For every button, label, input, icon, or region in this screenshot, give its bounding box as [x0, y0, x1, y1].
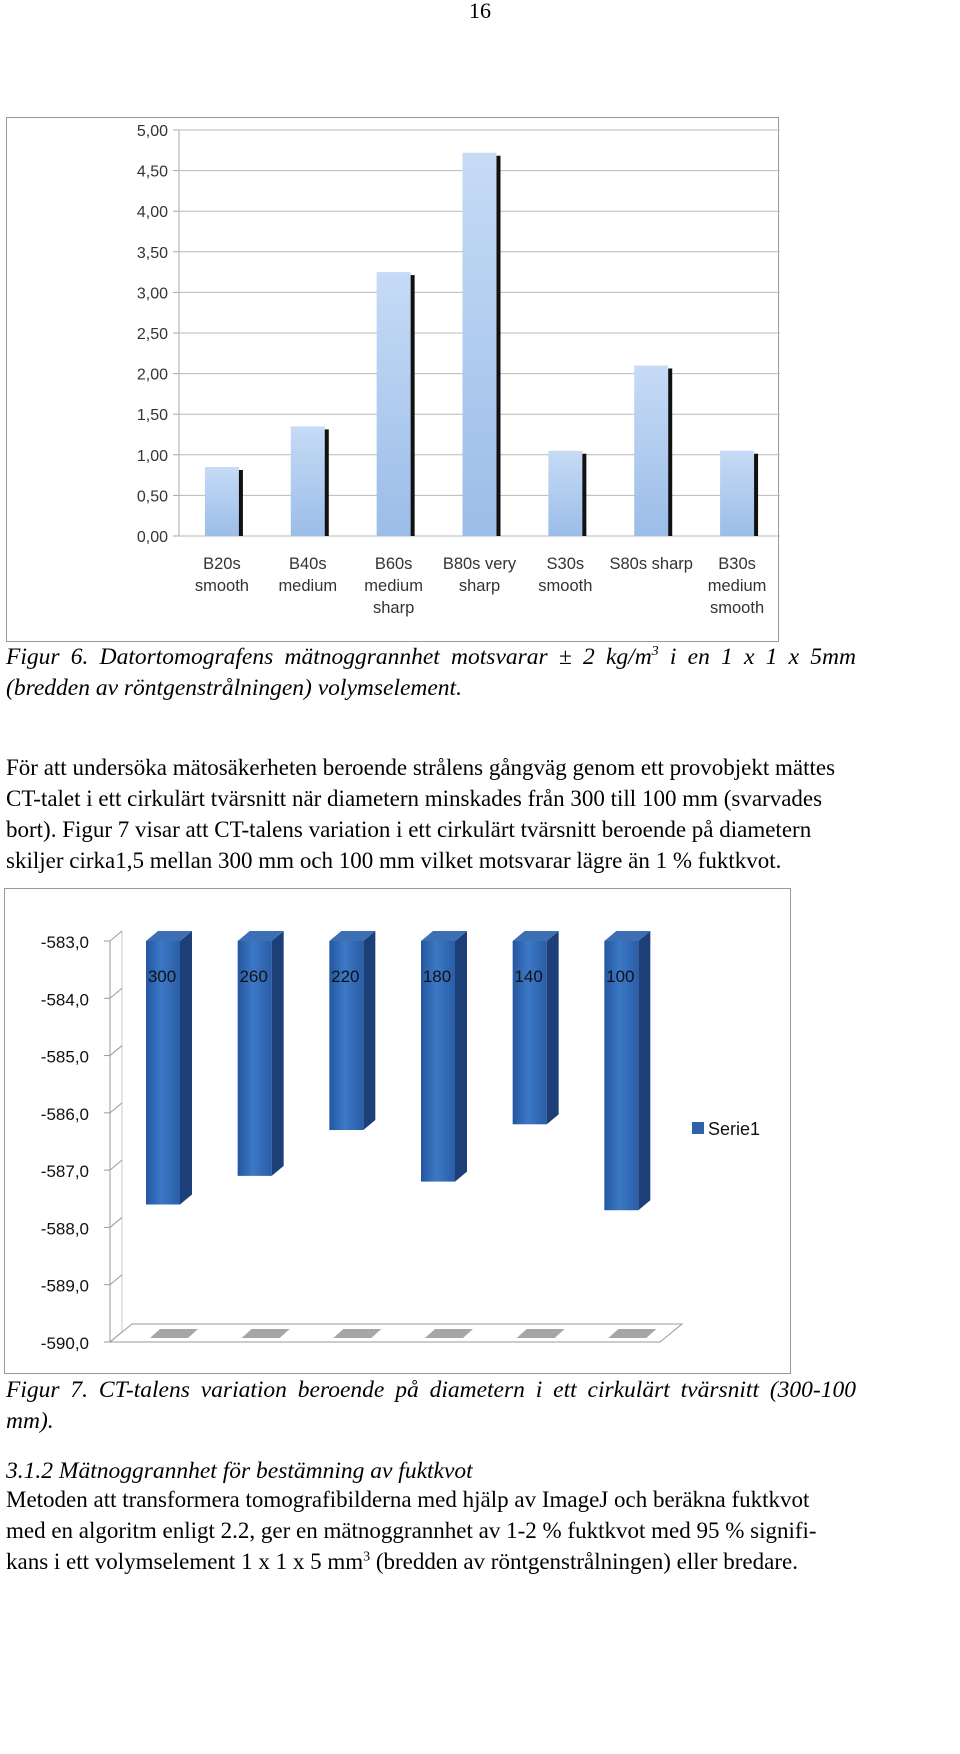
x-tick-label: 180 [422, 967, 452, 986]
bar-side [272, 931, 284, 1176]
x-tick-label: B80s very [442, 555, 517, 573]
y-tick-depth [110, 1046, 122, 1056]
y-tick-label: -584,0 [40, 990, 89, 1010]
paragraph-1-line4: skiljer cirka1,5 mellan 300 mm och 100 mm vilket motsvarar lägre än 1 % fuktkvot. [6, 848, 782, 873]
x-tick-label: smooth [194, 577, 249, 595]
x-tick-label: medium [364, 577, 423, 595]
bar [463, 153, 497, 536]
legend-swatch [692, 1122, 704, 1134]
figure-6-caption-sup: 3 [651, 644, 659, 660]
y-tick-label: -587,0 [40, 1162, 89, 1182]
chart-floor [110, 1324, 682, 1342]
y-tick-label: -589,0 [40, 1276, 89, 1296]
x-tick-label: sharp [458, 577, 501, 595]
y-tick-depth [110, 1103, 122, 1113]
x-tick-label: medium [707, 577, 767, 595]
paragraph-1-line3: bort). Figur 7 visar att CT-talens variation i ett cirkulärt tvärsnitt beroende på diametern [6, 817, 812, 842]
bar-side [180, 931, 192, 1205]
bar-side [363, 931, 375, 1130]
y-tick-depth [110, 931, 122, 941]
figure-6-caption-line2: (bredden av röntgenstrålningen) volymselement. [6, 675, 462, 701]
figure-6-caption [6, 642, 856, 704]
section-line3-sup: 3 [363, 1549, 371, 1565]
bar-side [638, 931, 650, 1210]
y-tick-label: -583,0 [40, 933, 89, 952]
y-tick-label: 1,00 [136, 447, 168, 465]
y-tick-label: 5,00 [136, 123, 168, 140]
x-tick-label: S80s sharp [609, 555, 693, 573]
y-tick-label: 4,00 [136, 204, 168, 222]
y-tick-label: 0,50 [136, 488, 168, 506]
y-tick-label: -588,0 [40, 1219, 89, 1239]
y-tick-label: -590,0 [40, 1334, 89, 1353]
figure-6-caption-suffix: i en 1 x 1 x 5mm [658, 644, 856, 670]
x-tick-label: 220 [331, 967, 360, 986]
page-number: 16 [469, 0, 491, 23]
x-tick-label: smooth [538, 577, 593, 595]
figure-7-caption-line2: mm). [6, 1408, 54, 1434]
x-tick-label: medium [278, 577, 338, 595]
y-tick-label: 2,00 [136, 366, 168, 384]
y-tick-label: 1,50 [136, 407, 168, 425]
figure-7-chart [4, 888, 791, 1374]
bar [634, 365, 668, 536]
bar [720, 451, 754, 536]
bar [377, 272, 411, 536]
section-heading: 3.1.2 Mätnoggrannhet för bestämning av fuktkvot [6, 1458, 473, 1484]
paragraph-1-line1: För att undersöka mätosäkerheten beroende strålens gångväg genom ett provobjekt mättes [6, 755, 836, 780]
figure-6-caption-prefix: Figur 6. Datortomografens mätnoggrannhet motsvarar ± 2 kg/m [6, 644, 652, 670]
y-tick-label: -585,0 [40, 1047, 89, 1067]
x-tick-label: smooth [710, 599, 765, 617]
figure-6-plot [7, 118, 780, 643]
paragraph-1 [6, 752, 856, 876]
y-tick-depth [110, 1217, 122, 1227]
x-tick-label: S30s [546, 555, 585, 573]
x-tick-label: sharp [373, 599, 415, 617]
y-tick-depth [110, 1160, 122, 1170]
paragraph-1-line2: CT-talet i ett cirkulärt tvärsnitt när diametern minskades från 300 till 100 mm (svarvades [6, 786, 823, 811]
y-tick-label: 3,50 [136, 244, 168, 262]
x-tick-label: 100 [606, 967, 635, 986]
x-tick-label: B40s [288, 555, 327, 573]
x-tick-label: B20s [203, 555, 241, 573]
x-tick-label: 260 [239, 967, 268, 986]
figure-7-caption [6, 1375, 856, 1437]
figure-7-plot [5, 889, 792, 1375]
section-line3-prefix: kans i ett volymselement 1 x 1 x 5 mm [6, 1549, 364, 1574]
bar [205, 467, 239, 536]
y-tick-label: -586,0 [40, 1104, 89, 1124]
x-tick-label: 140 [514, 967, 543, 986]
figure-7-caption-line1: Figur 7. CT-talens variation beroende på diametern i ett cirkulärt tvärsnitt (300-100 [6, 1377, 856, 1403]
x-tick-label: B60s [374, 555, 413, 573]
x-tick-label: 300 [147, 967, 177, 986]
section-line2: med en algoritm enligt 2.2, ger en mätnoggrannhet av 1-2 % fuktkvot med 95 % signifi- [6, 1518, 817, 1543]
section-line1: Metoden att transformera tomografibilderna med hjälp av ImageJ och beräkna fuktkvot [6, 1487, 810, 1512]
y-tick-depth [110, 988, 122, 998]
section-paragraph [6, 1484, 856, 1577]
y-tick-depth [110, 1275, 122, 1285]
figure-6-chart [6, 117, 779, 642]
bar [548, 451, 582, 536]
x-tick-label: B30s [718, 555, 756, 573]
section-line3-suffix: (bredden av röntgenstrålningen) eller bredare. [370, 1549, 798, 1574]
bar-side [547, 931, 559, 1124]
y-tick-label: 4,50 [136, 163, 168, 181]
y-tick-label: 0,00 [136, 529, 168, 546]
y-tick-label: 3,00 [136, 285, 168, 303]
bar [291, 426, 325, 536]
bar-side [455, 931, 467, 1182]
legend-label: Serie1 [708, 1119, 761, 1139]
y-tick-label: 2,50 [136, 326, 168, 343]
